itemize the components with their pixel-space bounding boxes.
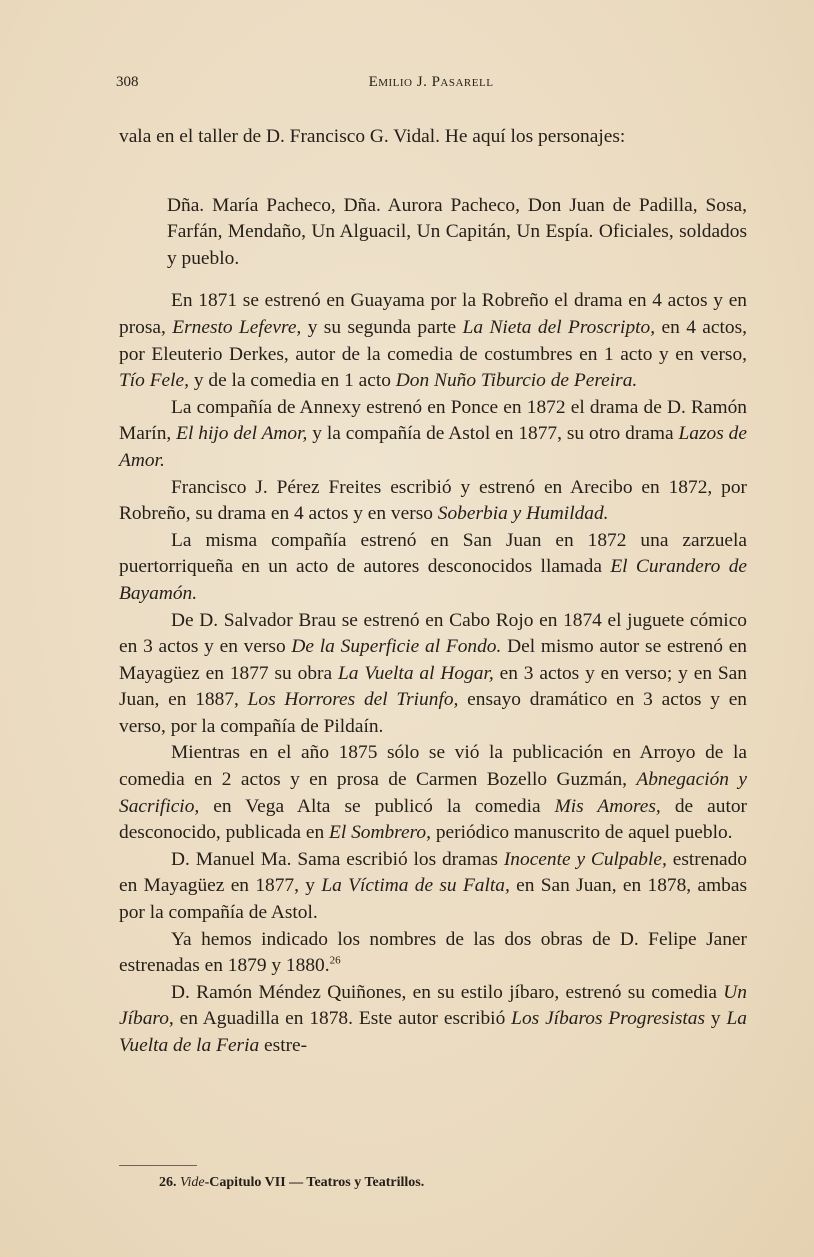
footnote-number: 26. [159,1175,177,1190]
title-italic: La Víctima de su Falta, [321,875,510,897]
title-italic: Los Jíbaros Progresistas [511,1008,706,1030]
title-italic: Soberbia y Humildad. [437,503,609,525]
title-italic: Inocente y Culpable, [503,848,667,870]
paragraph [119,608,747,741]
paragraph [119,395,747,475]
paragraph [119,927,747,980]
title-italic: Los Horrores del Triunfo, [247,689,459,711]
text-run: D. Ramón Méndez Quiñones, en su estilo jíbaro, estrenó su comedia [171,981,724,1003]
title-italic: La Vuelta de la Feria [119,1008,747,1056]
cast-list [167,193,747,273]
title-italic: La Vuelta al Hogar, [337,662,494,684]
page-number: 308 [116,74,139,90]
paragraph [119,124,747,151]
running-head: Emilio J. Pasarell [368,74,494,90]
title-italic: Mis Amores, [554,795,661,817]
text-run: ensayo dramático en 3 actos y en verso, por la compañía de Pildaín. [119,689,747,737]
text-run: La compañía de Annexy estrenó en Ponce en 1872 el drama de D. Ramón Marín, [119,396,747,445]
paragraph [119,847,747,927]
title-italic: Ernesto Lefevre, [172,316,302,338]
title-italic: Lazos de Amor. [119,423,747,471]
paragraph [119,288,747,394]
text-run: Francisco J. Pérez Freites escribió y estrenó en Arecibo en 1872, por Robreño, su drama en 4 actos y en verso [119,476,747,525]
text-run: Dña. María Pacheco, Dña. Aurora Pacheco, Don Juan de Padilla, Sosa, Farfán, Mendaño, Un Alguacil, Un Capitán, Un Espía. Oficiales, soldados y pueblo. [167,194,747,269]
text-run: de autor desconocido, publicada en [119,795,748,844]
title-italic: Un Jíbaro, [119,981,747,1030]
body-text [119,124,747,1060]
text-run: La misma compañía estrenó en San Juan en 1872 una zarzuela puertorriqueña en un acto de autores desconocidos llamada [119,529,747,578]
text-run: y de la comedia en 1 acto [189,370,396,392]
text-run: Del mismo autor se estrenó en Mayagüez en 1877 su obra [119,636,747,684]
text-run: estre- [259,1035,308,1056]
title-italic: Don Nuño Tiburcio de Pereira. [395,370,638,392]
text-run: estrenado en Mayagüez en 1877, y [119,848,748,897]
title-italic: El Curandero de Bayamón. [119,556,747,604]
text-run: en Vega Alta se publicó la comedia [199,795,555,817]
text-run: D. Manuel Ma. Sama escribió los dramas [171,848,504,870]
text-run: y la compañía de Astol en 1877, su otro drama [307,423,679,445]
text-run: en San Juan, en 1878, ambas por la compañía de Astol. [119,875,748,924]
text-run: En 1871 se estrenó en Guayama por la Robreño el drama en 4 actos y en prosa, [119,290,747,338]
title-italic: El hijo del Amor, [176,423,308,445]
paragraph [119,740,747,846]
paragraph [119,475,747,528]
text-run: vala en el taller de D. Francisco G. Vidal. He aquí los personajes: [119,126,626,147]
footnote-rule [119,1165,197,1166]
title-italic: Tío Fele, [119,370,190,392]
footnote-text: -Capitulo VII — Teatros y Teatrillos. [204,1175,425,1190]
text-run: en 3 actos y en verso; y en San Juan, en 1887, [119,662,747,711]
paragraph [119,980,747,1060]
footnote [159,1175,749,1191]
text-run: De D. Salvador Brau se estrenó en Cabo Rojo en 1874 el juguete cómico en 3 actos y en verso [119,609,747,658]
text-run: y [705,1008,727,1030]
page-header [116,74,746,96]
title-italic: El Sombrero, [329,822,431,844]
text-run: Mientras en el año 1875 sólo se vió la publicación en Arroyo de la comedia en 2 actos y en prosa de Carmen Bozello Guzmán, [119,742,747,791]
footnote-vide: Vide [180,1175,205,1190]
text-run: en 4 actos, por Eleuterio Derkes, autor de la comedia de costumbres en 1 acto y en verso, [119,316,747,365]
text-run: y su segunda parte [301,316,463,338]
title-italic: La Nieta del Proscripto, [462,316,656,338]
title-italic: Abnegación y Sacrificio, [119,769,747,817]
title-italic: De la Superficie al Fondo. [291,636,502,658]
text-run: Ya hemos indicado los nombres de las dos obras de D. Felipe Janer estrenadas en 1879 y 1880. [119,928,747,977]
footnote-ref: 26 [329,954,341,967]
text-run: en Aguadilla en 1878. Este autor escribió [173,1008,512,1030]
text-run: periódico manuscrito de aquel pueblo. [430,822,733,844]
paragraph [119,528,747,608]
